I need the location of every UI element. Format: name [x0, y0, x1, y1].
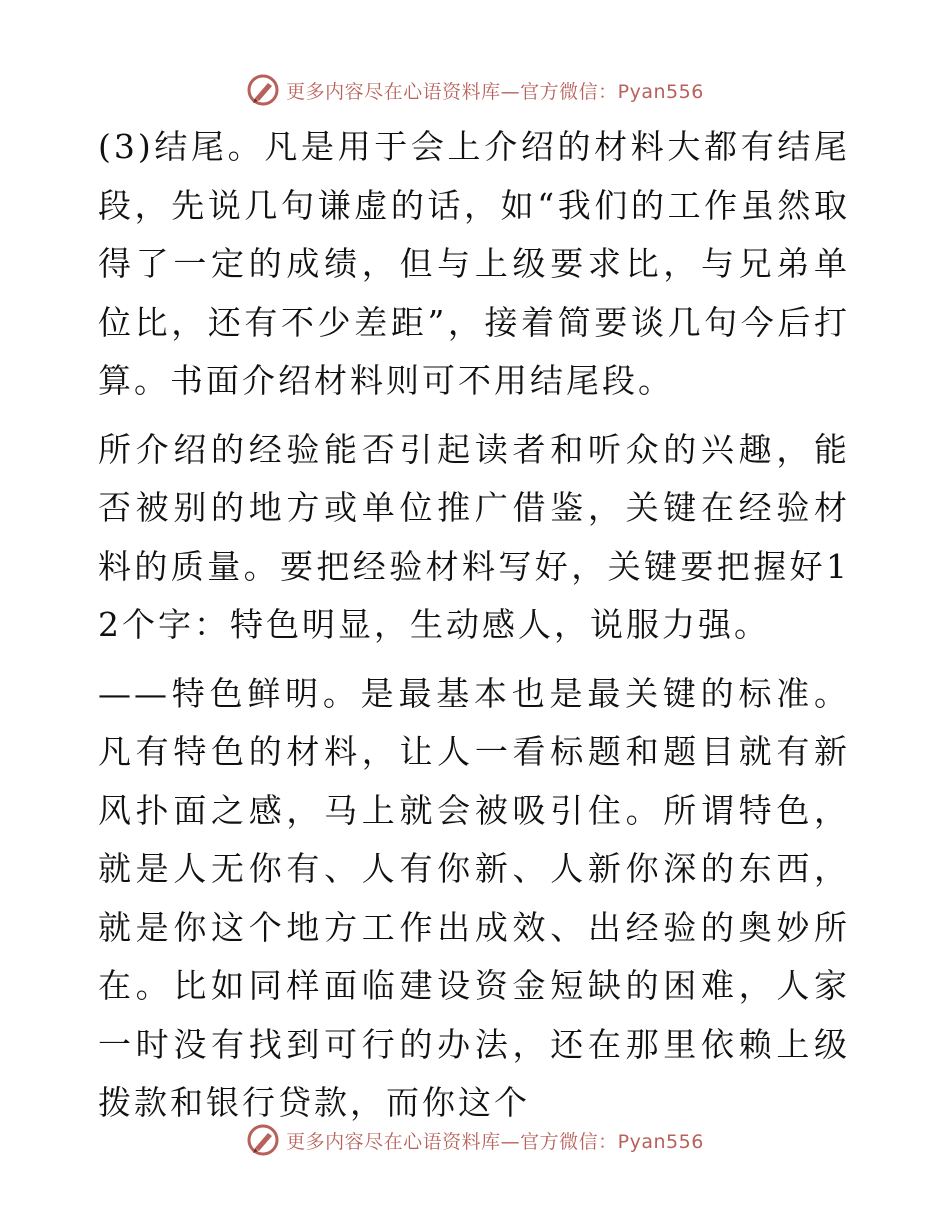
watermark-text: 更多内容尽在心语资料库—官方微信：Pyan556 [286, 80, 704, 103]
footer-watermark [0, 1120, 950, 1160]
pen-logo-icon [246, 1123, 280, 1157]
pen-logo-icon [246, 73, 280, 107]
watermark-text: 更多内容尽在心语资料库—官方微信：Pyan556 [286, 1130, 704, 1153]
header-watermark [0, 70, 950, 110]
paragraph-quality: 所介绍的经验能否引起读者和听众的兴趣，能否被别的地方或单位推广借鉴，关键在经验材料的质量。要把经验材料写好，关键要把握好12个字：特色明显，生动感人，说服力强。 [98, 429, 850, 644]
paragraph-ending: (3)结尾。凡是用于会上介绍的材料大都有结尾段，先说几句谦虚的话，如“我们的工作虽然取得了一定的成绩，但与上级要求比，与兄弟单位比，还有不少差距”，接着简要谈几句今后打算。书面介绍材料则可不用结尾段。 [98, 127, 850, 400]
document-body [98, 118, 850, 1143]
paragraph-distinctive: ——特色鲜明。是最基本也是最关键的标准。凡有特色的材料，让人一看标题和题目就有新风扑面之感，马上就会被吸引住。所谓特色，就是人无你有、人有你新、人新你深的东西，就是你这个地方工作出成效、出经验的奥妙所在。比如同样面临建设资金短缺的困难，人家一时没有找到可行的办法，还在那里依赖上级拨款和银行贷款，而你这个 [98, 673, 850, 1122]
